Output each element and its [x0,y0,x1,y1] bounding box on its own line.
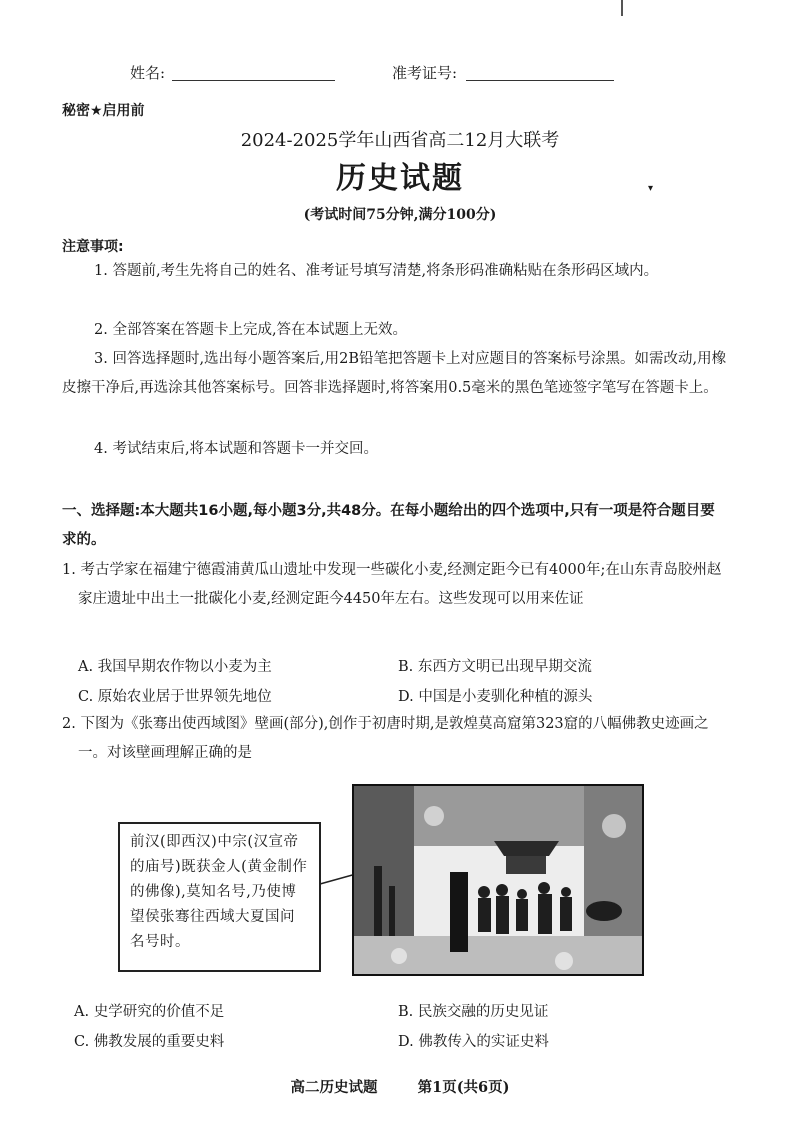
option-b[interactable]: B. 东西方文明已出现早期交流 [398,659,592,675]
option-d[interactable]: D. 中国是小麦驯化种植的源头 [398,689,593,705]
scan-mark: ▾ [648,183,654,194]
page-number: 第1页(共6页) [417,1079,510,1096]
question-stem: 1. 考古学家在福建宁德霞浦黄瓜山遗址中发现一些碳化小麦,经测定距今已有4000年;在山东青岛胶州赵家庄遗址中出土一批碳化小麦,经测定距今4450年左右。这些发现可以用来佐证 [62,562,722,607]
mural-inscription-box: 前汉(即西汉)中宗(汉宣帝的庙号)既获金人(黄金制作的佛像),莫知名号,乃使博望侯张骞往西域大夏国问名号时。 [118,822,321,972]
option-b[interactable]: B. 民族交融的历史见证 [398,1004,549,1020]
option-c[interactable]: C. 佛教发展的重要史料 [74,1034,225,1050]
question-1 [62,556,728,614]
exam-id-field[interactable] [466,62,614,81]
name-label: 姓名: [130,64,166,82]
exam-id-label: 准考证号: [392,64,458,82]
option-a[interactable]: A. 我国早期农作物以小麦为主 [78,659,272,675]
option-c[interactable]: C. 原始农业居于世界领先地位 [78,689,272,705]
notice-item: 3. 回答选择题时,选出每小题答案后,用2B铅笔把答题卡上对应题目的答案标号涂黑。如需改动,用橡皮擦干净后,再选涂其他答案标号。回答非选择题时,将答案用0.5毫米的黑色笔迹签字笔写在答题卡上。 [62,351,727,396]
section-heading: 一、选择题:本大题共16小题,每小题3分,共48分。在每小题给出的四个选项中,只有一项是符合题目要求的。 [62,503,715,548]
confidential-tag: 秘密★启用前 [62,103,145,119]
page-title: 历史试题 [336,161,464,196]
mural-image [352,784,644,976]
notice-item: 2. 全部答案在答题卡上完成,答在本试题上无效。 [94,322,408,338]
notice-item: 4. 考试结束后,将本试题和答题卡一并交回。 [94,441,379,457]
question-stem: 2. 下图为《张骞出使西域图》壁画(部分),创作于初唐时期,是敦煌莫高窟第323窟的八幅佛教史迹画之一。对该壁画理解正确的是 [62,716,709,761]
scan-mark [621,0,623,16]
name-field[interactable] [172,62,335,81]
option-a[interactable]: A. 史学研究的价值不足 [74,1004,225,1020]
exam-duration: (考试时间75分钟,满分100分) [303,207,497,223]
notice-item: 1. 答题前,考生先将自己的姓名、准考证号填写清楚,将条形码准确粘贴在条形码区域内。 [94,263,659,279]
option-d[interactable]: D. 佛教传入的实证史料 [398,1034,549,1050]
notice-title: 注意事项: [62,239,124,255]
exam-name: 2024-2025学年山西省高二12月大联考 [240,130,560,151]
question-2 [62,710,728,768]
footer-subject: 高二历史试题 [290,1079,378,1096]
page-footer [0,1076,800,1097]
